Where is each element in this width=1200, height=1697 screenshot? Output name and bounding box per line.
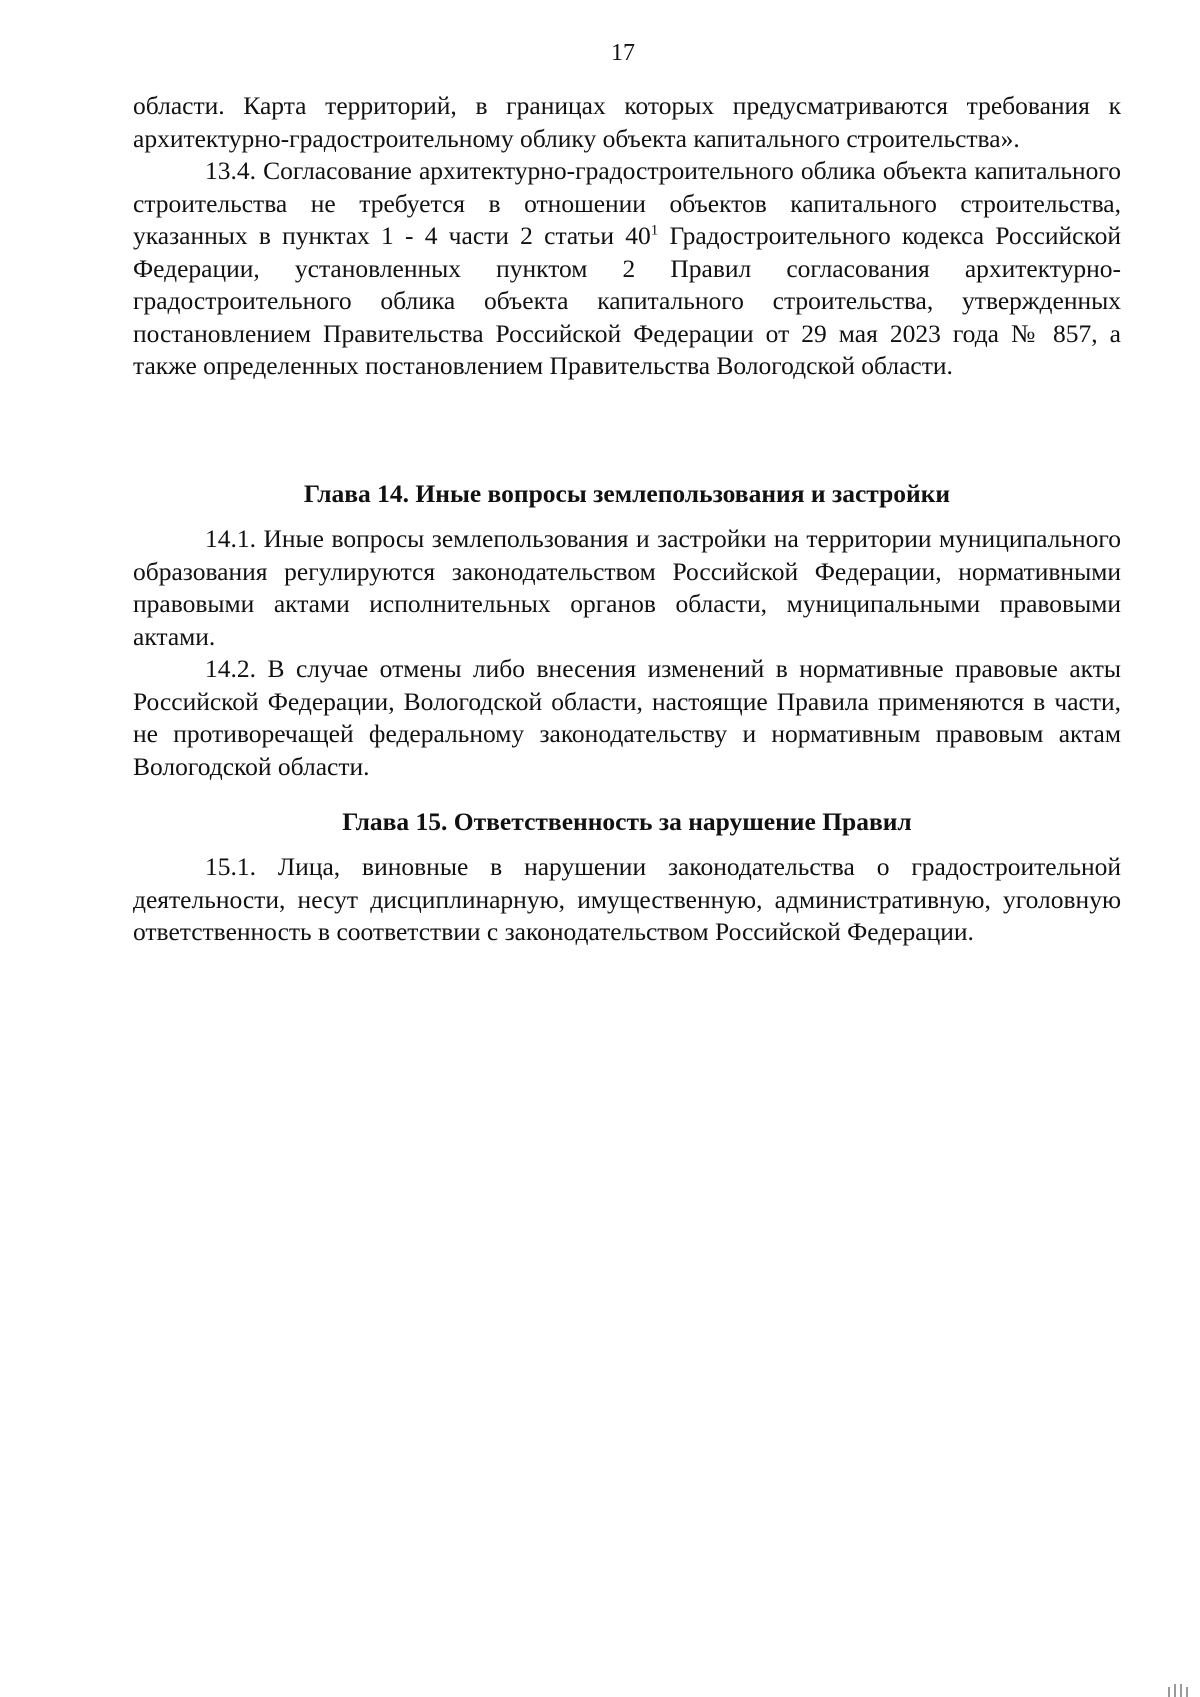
scan-artifact-mark — [1186, 1687, 1188, 1697]
intro-paragraph-block — [133, 90, 1121, 383]
paragraph-15-1: 15.1. Лица, виновные в нарушении законодательства о градостроительной деятельности, несут дисциплинарную, имущественную, административную, уголовную ответственность в соответствии с законодательством Российской Федерации. — [133, 852, 1121, 946]
paragraph-13-4-text-end: Градостроительного кодекса Российской Федерации, установленных пунктом 2 Правил согласования архитектурно-градостроительного облика объекта капитального строительства, утвержденных постановлением Правительства Российской Федерации от 29 мая 2023 года № 857, а также определенных постановлением Правительства Вологодской области. — [133, 221, 1121, 380]
page-number: 17 — [611, 40, 635, 66]
chapter-15-body — [133, 851, 1121, 949]
paragraph-13-4-text-start: 13.4. Согласование архитектурно-градостроительного облика объекта капитального строительства не требуется в отношении объектов капитального строительства, указанных в пунктах 1 - 4 части 2 статьи 40 — [133, 156, 1121, 250]
scan-artifact-mark — [1174, 1684, 1176, 1697]
intro-paragraph: области. Карта территорий, в границах которых предусматриваются требования к архитектурно-градостроительному облику объекта капитального строительства». — [133, 91, 1121, 153]
scan-artifact-mark — [1180, 1684, 1182, 1697]
chapter-14-heading: Глава 14. Иные вопросы землепользования и застройки — [303, 479, 951, 508]
paragraph-14-1: 14.1. Иные вопросы землепользования и застройки на территории муниципального образования регулируются законодательством Российской Федерации, нормативными правовыми актами исполнительных органов области, муниципальными правовыми актами. — [133, 524, 1121, 651]
paragraph-13-4-superscript: 1 — [650, 222, 659, 239]
paragraph-14-2: 14.2. В случае отмены либо внесения изменений в нормативные правовые акты Российской Федерации, Вологодской области, настоящие Правила применяются в части, не противоречащей федеральному законодательству и нормативным правовым актам Вологодской области. — [133, 654, 1121, 781]
chapter-15-heading: Глава 15. Ответственность за нарушение Правил — [342, 807, 912, 836]
paragraph-13-4 — [133, 155, 1121, 383]
chapter-14-body — [133, 523, 1121, 783]
scan-artifact-mark — [1168, 1687, 1170, 1697]
